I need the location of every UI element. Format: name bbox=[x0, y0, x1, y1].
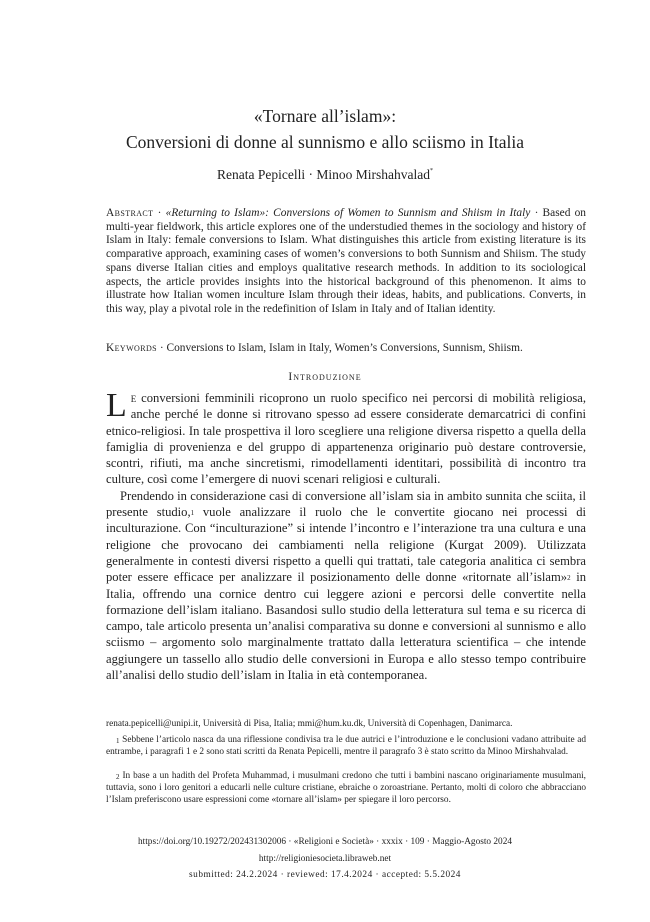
authors-line bbox=[0, 167, 650, 183]
keywords-text: · Conversions to Islam, Islam in Italy, Women’s Conversions, Sunnism, Shiism. bbox=[159, 342, 523, 354]
footnote-1-number: 1 bbox=[116, 737, 120, 745]
dropcap-continuation: e bbox=[130, 391, 137, 405]
article-title-line1: «Tornare all’islam»: bbox=[253, 106, 397, 126]
author-names: Renata Pepicelli · Minoo Mirshahvalad bbox=[217, 167, 430, 182]
footnote-2-number: 2 bbox=[116, 773, 120, 781]
footnote-1 bbox=[106, 734, 586, 758]
abstract bbox=[106, 207, 586, 317]
abstract-label: Abstract bbox=[106, 207, 154, 219]
article-title-line2: Conversioni di donne al sunnismo e allo sciismo in Italia bbox=[125, 132, 525, 152]
paragraph-1 bbox=[106, 387, 587, 488]
paragraph-2-text-b: vuole analizzare il ruolo che le convertite giocano nei processi di inculturazione. Con “inculturazione” si intende l’incontro e l’interazione tra una cultura e una religione che provocano dei cambiamenti nella religione (Kurgat 2009). Utilizzata generalmente in contesti diversi rispetto a quelli qui trattati, tale categoria analitica ci sembra poter essere efficace per analizzare il posizionamento delle donne «ritornate all’islam» bbox=[106, 505, 587, 585]
abstract-english-title: «Returning to Islam»: Conversions of Women to Sunnism and Shiism in Italy bbox=[165, 207, 531, 219]
footer-doi-line: https://doi.org/10.19272/202431302006 · «Religioni e Società» · xxxix · 109 · Maggio-Agosto 2024 bbox=[137, 837, 512, 847]
abstract-separator: · bbox=[157, 207, 162, 219]
paragraph-2-text-c: in Italia, offrendo una cornice dentro cui leggere azioni e percorsi delle convertite nella formazione dell’islam italiano. Basandosi sullo studio della letteratura sul tema e su ricerca di campo, tale articolo presenta un’analisi comparativa su donne e conversioni al sunnismo e allo sciismo – argomento solo marginalmente trattato dalla letteratura scientifica – che intende aggiungere un tassello allo studio delle conversioni in Europa e allo stesso tempo contribuire all’analisi dello studio dell’islam in Italia in età contemporanea. bbox=[106, 570, 586, 683]
section-heading: Introduzione bbox=[288, 371, 362, 383]
footnote-1-text: Sebbene l’articolo nasca da una riflessione condivisa tra le due autrici e l’introduzione e le conclusioni vadano attribuite ad entrambe, i paragrafi 1 e 2 sono stati scritti da Renata Pepicelli, mentre il paragrafo 3 è stato scritto da Minoo Mirshahvalad. bbox=[106, 735, 586, 758]
footnote-2-text: In base a un hadith del Profeta Muhammad, i musulmani credono che tutti i bambini nascano originariamente musulmani, tuttavia, sono i loro genitori a educarli nelle culture cristiane, ebraiche o zoroastriane. Pertanto, molti di coloro che abbracciano l’Islam preferiscono usare espressioni come «tornare all’islam» per spiegare il loro percorso. bbox=[106, 771, 586, 806]
author-footnote-marker: * bbox=[429, 168, 433, 174]
body-text bbox=[106, 387, 587, 683]
footnote-ref-1[interactable]: 1 bbox=[190, 509, 195, 518]
footnote-contact: renata.pepicelli@unipi.it, Università di Pisa, Italia; mmi@hum.ku.dk, Università di Copenhagen, Danimarca. bbox=[106, 719, 513, 729]
paragraph-1-text: conversioni femminili ricoprono un ruolo specifico nei percorsi di mobilità religiosa, anche perché le donne si ritrovano spesso ad essere considerate demarcatrici di confini etnico-religiosi. In tale prospettiva il loro scegliere una religione diversa rispetto a quella della famiglia di provenienza e del gruppo di appartenenza originario può destare controversie, scontri, rifiuti, ma anche sincretismi, rimodellamenti identitari, possibilità di incontro tra culture, così come l’emergere di nuovi scenari religiosi e culturali. bbox=[106, 391, 587, 487]
paragraph-2-text-a: Prendendo in considerazione casi di conversione all’islam sia in ambito sunnita che sciita, il presente studio, bbox=[106, 488, 586, 520]
footnote-ref-2[interactable]: 2 bbox=[567, 574, 571, 583]
paragraph-2 bbox=[106, 488, 586, 684]
keywords-label: Keywords bbox=[106, 342, 157, 354]
footnote-2 bbox=[106, 770, 586, 807]
footer-website: http://religioniesocieta.libraweb.net bbox=[258, 854, 392, 864]
abstract-text: · Based on multi-year fieldwork, this article explores one of the understudied themes in the sociology and history of Islam in Italy: female conversions to Islam. What distinguishes this article from existing literature is its comparative approach, examining cases of women’s conversions to both Sunnism and Shiism. The study spans diverse Italian cities and employs qualitative research methods. In addition to its sociological aspects, the article provides insights into the historical background of this phenomenon. It aims to illustrate how Italian women inculture Islam through their ideas, habits, and publications. Converts, in this way, play a pivotal role in the redefinition of Islam in Italy and of Italian identity. bbox=[106, 207, 586, 315]
keywords bbox=[106, 342, 586, 356]
footer-dates: submitted: 24.2.2024 · reviewed: 17.4.2024 · accepted: 5.5.2024 bbox=[189, 870, 461, 880]
drop-cap: L bbox=[106, 387, 127, 424]
